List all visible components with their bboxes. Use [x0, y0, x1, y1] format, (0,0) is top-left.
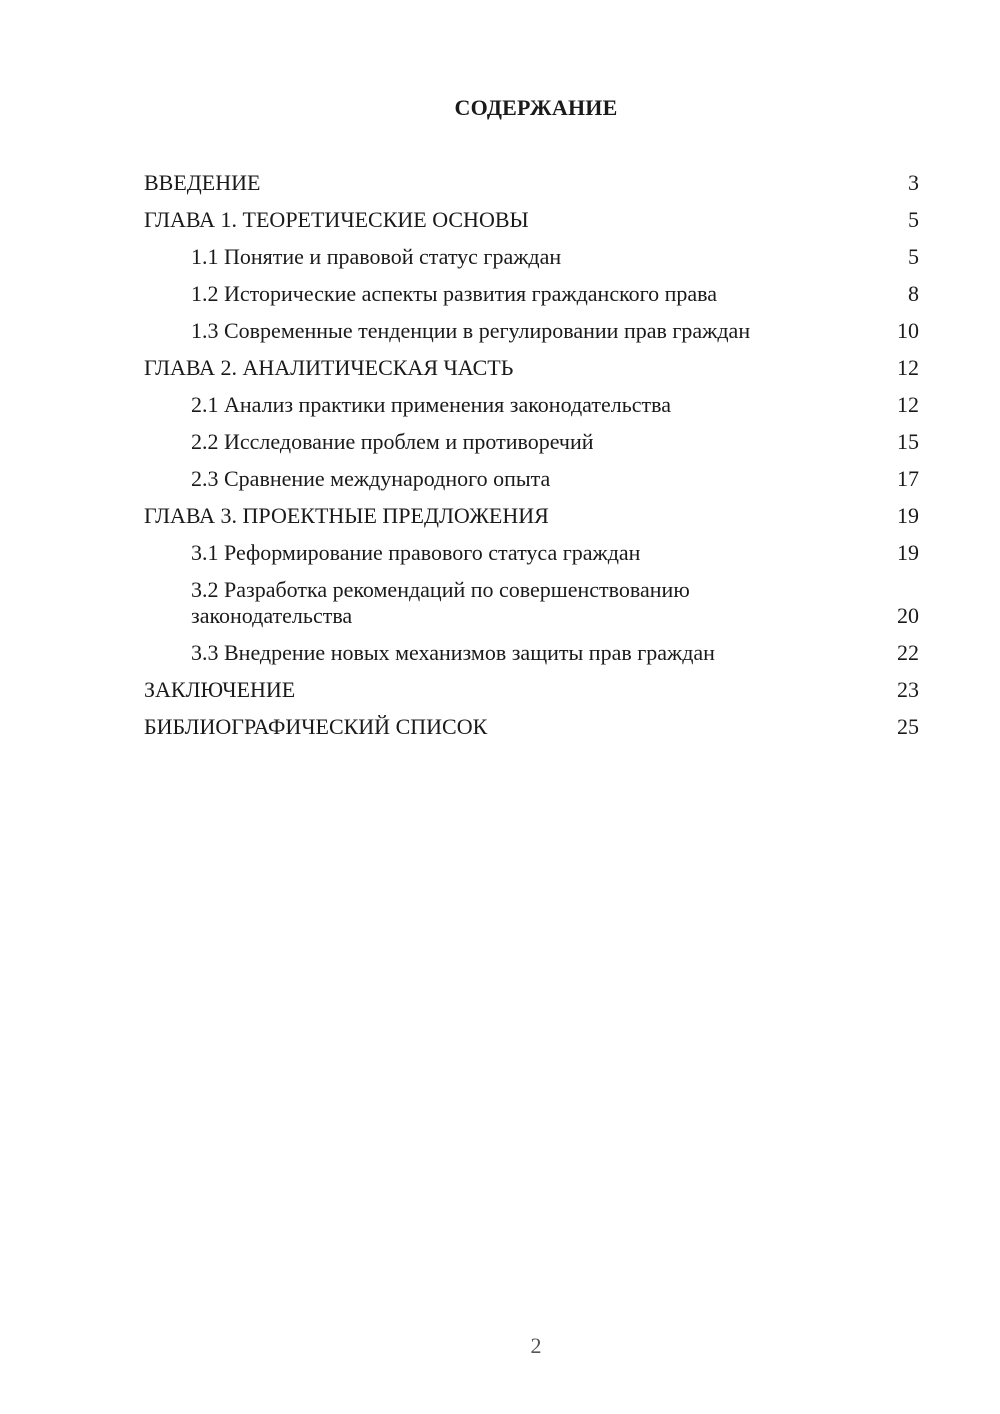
toc-entry-page: 5: [908, 207, 919, 232]
toc-entry-label: 3.3 Внедрение новых механизмов защиты прав граждан: [191, 640, 715, 665]
toc-entry-label: ВВЕДЕНИЕ: [144, 170, 261, 195]
toc-entry-label: ГЛАВА 1. ТЕОРЕТИЧЕСКИЕ ОСНОВЫ: [144, 207, 529, 232]
toc-entry-conclusion[interactable]: [144, 677, 919, 703]
toc-entry-bibliography[interactable]: [144, 714, 919, 740]
toc-entry-page: 5: [908, 244, 919, 269]
toc-entry-page: 23: [897, 677, 919, 702]
toc-entry-page: 19: [897, 503, 919, 528]
toc-entry-label: 2.1 Анализ практики применения законодательства: [191, 392, 671, 417]
toc-entry-section-1-3[interactable]: [144, 318, 919, 344]
toc-entry-page: 15: [897, 429, 919, 454]
toc-entry-section-3-1[interactable]: [144, 540, 919, 566]
toc-entry-chapter-2[interactable]: [144, 355, 919, 381]
toc-entry-page: 12: [897, 392, 919, 417]
toc-entry-label: 3.2 Разработка рекомендаций по совершенствованию законодательства: [191, 577, 690, 628]
toc-entry-page: 8: [908, 281, 919, 306]
toc-entry-introduction[interactable]: [144, 170, 919, 196]
toc-entry-label: 3.1 Реформирование правового статуса граждан: [191, 540, 641, 565]
page-title: СОДЕРЖАНИЕ: [454, 95, 618, 120]
table-of-contents: [144, 170, 919, 751]
toc-entry-label: 1.1 Понятие и правовой статус граждан: [191, 244, 562, 269]
toc-entry-label: 1.2 Исторические аспекты развития гражданского права: [191, 281, 718, 306]
toc-entry-label: БИБЛИОГРАФИЧЕСКИЙ СПИСОК: [144, 714, 488, 739]
toc-entry-page: 3: [908, 170, 919, 195]
toc-entry-page: 12: [897, 355, 919, 380]
toc-entry-page: 22: [897, 640, 919, 665]
toc-entry-page: 17: [897, 466, 919, 491]
toc-entry-label: ГЛАВА 3. ПРОЕКТНЫЕ ПРЕДЛОЖЕНИЯ: [144, 503, 549, 528]
toc-entry-section-1-2[interactable]: [144, 281, 919, 307]
toc-entry-section-2-3[interactable]: [144, 466, 919, 492]
toc-entry-page: 19: [897, 540, 919, 565]
toc-entry-label: 2.3 Сравнение международного опыта: [191, 466, 551, 491]
toc-entry-page: 20: [897, 603, 919, 628]
toc-entry-chapter-3[interactable]: [144, 503, 919, 529]
toc-entry-chapter-1[interactable]: [144, 207, 919, 233]
page-number: 2: [530, 1333, 542, 1358]
toc-entry-page: 10: [897, 318, 919, 343]
toc-entry-section-2-2[interactable]: [144, 429, 919, 455]
toc-entry-page: 25: [897, 714, 919, 739]
toc-entry-section-1-1[interactable]: [144, 244, 919, 270]
toc-entry-section-2-1[interactable]: [144, 392, 919, 418]
toc-entry-label: ГЛАВА 2. АНАЛИТИЧЕСКАЯ ЧАСТЬ: [144, 355, 514, 380]
toc-entry-label: 2.2 Исследование проблем и противоречий: [191, 429, 594, 454]
toc-entry-section-3-3[interactable]: [144, 640, 919, 666]
toc-entry-label: ЗАКЛЮЧЕНИЕ: [144, 677, 296, 702]
toc-entry-label: 1.3 Современные тенденции в регулировании прав граждан: [191, 318, 751, 343]
toc-entry-section-3-2[interactable]: [144, 577, 919, 629]
